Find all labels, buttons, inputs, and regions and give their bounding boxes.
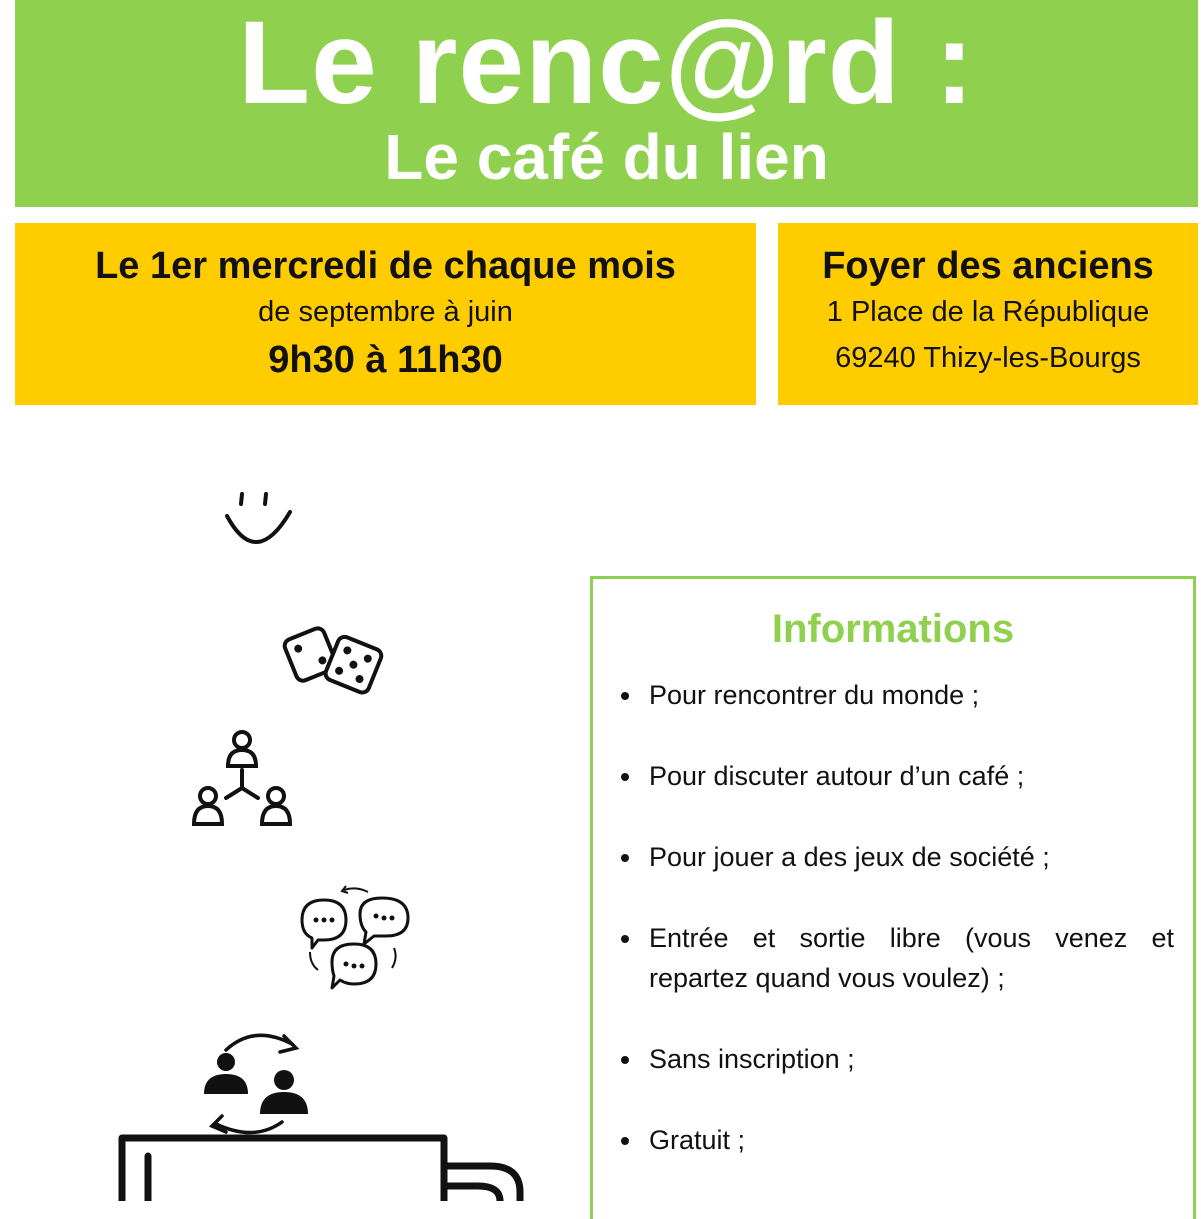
chat-bubbles-icon <box>294 884 418 996</box>
network-people-icon <box>188 728 298 832</box>
coffee-cup-icon <box>118 1132 530 1201</box>
list-item: Pour rencontrer du monde ; <box>619 675 1174 715</box>
location-city: 69240 Thizy-les-Bourgs <box>835 342 1141 374</box>
list-item: Gratuit ; <box>619 1120 1174 1160</box>
smiley-icon <box>218 488 298 550</box>
information-panel <box>590 576 1196 1219</box>
location-street: 1 Place de la République <box>826 296 1150 328</box>
location-heading: Foyer des anciens <box>822 245 1154 287</box>
schedule-heading: Le 1er mercredi de chaque mois <box>95 245 676 287</box>
information-list <box>619 675 1174 1201</box>
list-item: Pour discuter autour d’un café ; <box>619 756 1174 796</box>
page-subtitle: Le café du lien <box>384 121 829 193</box>
list-item: Entrée et sortie libre (vous venez et repartez quand vous voulez) ; <box>619 918 1174 998</box>
page-title: Le renc@rd : <box>238 0 975 129</box>
schedule-period: de septembre à juin <box>258 296 513 328</box>
list-item: Pour jouer a des jeux de société ; <box>619 837 1174 877</box>
title-banner <box>15 0 1198 207</box>
schedule-box <box>15 223 756 405</box>
people-exchange-icon <box>192 1024 318 1142</box>
list-item: Sans inscription ; <box>619 1039 1174 1079</box>
location-box <box>778 223 1198 405</box>
information-title: Informations <box>771 607 1015 651</box>
dice-icon <box>280 618 390 702</box>
schedule-hours: 9h30 à 11h30 <box>268 339 503 381</box>
